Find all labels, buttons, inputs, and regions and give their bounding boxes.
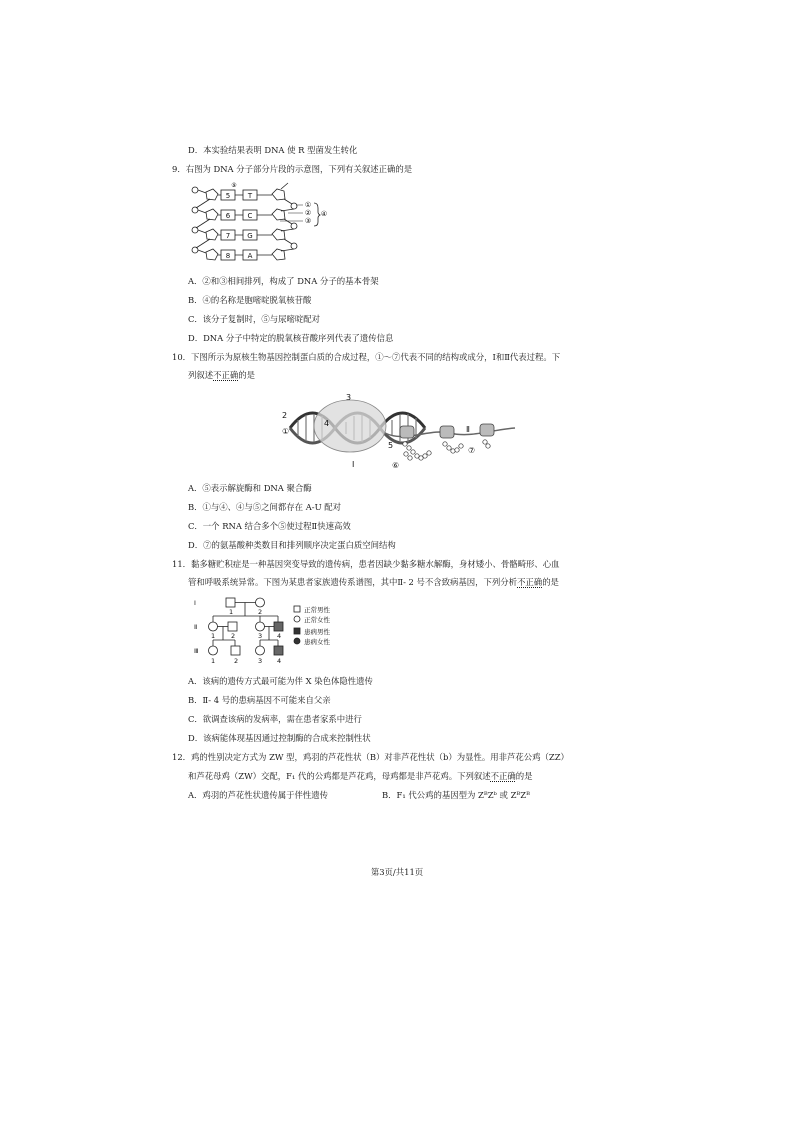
- base-pairs: [218, 190, 272, 260]
- label-2: 2: [282, 411, 288, 420]
- q8-option-d: D．本实验结果表明 DNA 使 R 型菌发生转化: [188, 145, 358, 155]
- q10-stem-line2: [188, 370, 255, 381]
- q10-stem-pre: 列叙述: [188, 370, 214, 380]
- q11-stem-post: 的是: [542, 577, 559, 587]
- q11-option-a: A．该病的遗传方式最可能为伴 X 染色体隐性遗传: [188, 676, 373, 686]
- q10-option-c: C．一个 RNA 结合多个⑤使过程Ⅱ快速高效: [188, 521, 351, 531]
- pair-left-3: 7: [225, 232, 231, 240]
- page-footer: 第3页/共11页: [370, 867, 424, 877]
- iii-3-label: 3: [258, 657, 263, 665]
- q10-stem-post: 的是: [238, 370, 255, 380]
- pair-right-2: C: [247, 212, 253, 220]
- q12-stem-line1: 12．鸡的性别决定方式为 ZW 型，鸡羽的芦花性状（B）对非芦花性状（b）为显性。用非芦花公鸡（ZZ）: [172, 752, 569, 762]
- legend-normal-female: 正常女性: [304, 616, 330, 624]
- brace: [314, 203, 320, 226]
- ii-2-label: 2: [231, 632, 236, 640]
- q10-stem-emphasis: 不正确: [213, 370, 239, 380]
- label-4: 4: [324, 419, 330, 428]
- iii-2-label: 2: [234, 657, 239, 665]
- q12-option-b: B．F₁ 代公鸡的基因型为 ZᴮZᵇ 或 ZᴮZᴮ: [382, 790, 530, 800]
- ii-1-label: 1: [211, 632, 216, 640]
- left-strand: [192, 187, 218, 260]
- q10-option-d: D．⑦的氨基酸种类数目和排列顺序决定蛋白质空间结构: [188, 540, 396, 550]
- pair-right-3: G: [247, 232, 253, 240]
- gen-label-3: Ⅲ: [194, 647, 199, 655]
- iii-1-label: 1: [211, 657, 216, 665]
- q9-option-a: A．②和③相间排列，构成了 DNA 分子的基本骨架: [188, 276, 379, 286]
- label-1: ①: [282, 427, 290, 436]
- label-7: ⑦: [468, 446, 476, 455]
- q12-stem-emphasis: 不正确: [490, 771, 516, 781]
- pair-left-2: 6: [225, 212, 231, 220]
- q12-option-a: A．鸡羽的芦花性状遗传属于伴性遗传: [188, 790, 329, 800]
- label-4: ④: [320, 210, 328, 218]
- ribosomes: [400, 424, 494, 438]
- ii-4-label: 4: [277, 632, 282, 640]
- q9-stem: 9．右图为 DNA 分子部分片段的示意图，下列有关叙述正确的是: [172, 164, 413, 174]
- label-5: 5: [388, 441, 394, 450]
- label-process-1: Ⅰ: [352, 460, 355, 469]
- q10-option-b: B．①与④、④与⑤之间都存在 A-U 配对: [188, 502, 342, 512]
- pair-right-1: T: [247, 192, 253, 200]
- q11-option-b: B．Ⅱ- 4 号的患病基因不可能来自父亲: [188, 695, 331, 705]
- pair-left-4: 8: [225, 252, 231, 260]
- legend-affected-female: 患病女性: [304, 638, 330, 646]
- pair-left-1: 5: [225, 192, 231, 200]
- label-3: ③: [304, 217, 312, 225]
- q10-gene-expression-figure: [280, 388, 520, 473]
- polypeptide-chains: [403, 440, 490, 460]
- i-1-label: 1: [229, 608, 234, 616]
- q11-option-c: C．欲调查该病的发病率，需在患者家系中进行: [188, 714, 362, 724]
- pair-right-4: A: [247, 252, 253, 260]
- q9-option-b: B．④的名称是胞嘧啶脱氧核苷酸: [188, 295, 312, 305]
- q12-stem-line2: [188, 771, 533, 782]
- q11-stem-line2: [188, 577, 559, 588]
- q10-option-a: A．⑤表示解旋酶和 DNA 聚合酶: [188, 483, 312, 493]
- label-6: ⑥: [392, 461, 400, 470]
- q12-stem-post: 的是: [515, 771, 533, 781]
- i-2-label: 2: [258, 608, 263, 616]
- label-3: 3: [346, 393, 352, 402]
- q11-stem-line1: 11．黏多糖贮积症是一种基因突变导致的遗传病，患者因缺少黏多糖水解酶，身材矮小、骨骼畸形、心血: [172, 559, 560, 569]
- legend-normal-male: 正常男性: [304, 606, 330, 614]
- gen-label-2: Ⅱ: [194, 623, 198, 631]
- q9-dna-figure: [188, 180, 328, 268]
- q11-stem-pre: 管和呼吸系统异常。下图为某患者家族遗传系谱图，其中Ⅱ- 2 号不含致病基因，下列分析: [188, 577, 518, 587]
- right-strand: [272, 183, 297, 260]
- q9-option-c: C．该分子复制时，⑤与尿嘧啶配对: [188, 314, 321, 324]
- ii-3-label: 3: [258, 632, 263, 640]
- label-1: ①: [304, 201, 312, 209]
- gen-label-1: Ⅰ: [194, 599, 196, 607]
- label-process-2: Ⅱ: [466, 425, 470, 434]
- iii-4-label: 4: [277, 657, 282, 665]
- q11-pedigree-chart: [190, 594, 360, 670]
- label-9: ⑨: [231, 182, 237, 189]
- q11-option-d: D．该病能体现基因通过控制酶的合成来控制性状: [188, 733, 371, 743]
- q11-stem-emphasis: 不正确: [517, 577, 543, 587]
- q9-option-d: D．DNA 分子中特定的脱氧核苷酸序列代表了遗传信息: [188, 333, 394, 343]
- q10-stem-line1: 10．下图所示为原核生物基因控制蛋白质的合成过程，①～⑦代表不同的结构或成分，Ⅰ和Ⅱ代表过程。下: [172, 352, 561, 362]
- legend-affected-male: 患病男性: [304, 628, 330, 636]
- q12-stem-pre: 和芦花母鸡（ZW）交配，F₁ 代的公鸡都是芦花鸡，母鸡都是非芦花鸡。下列叙述: [188, 771, 491, 781]
- label-2: ②: [304, 209, 312, 217]
